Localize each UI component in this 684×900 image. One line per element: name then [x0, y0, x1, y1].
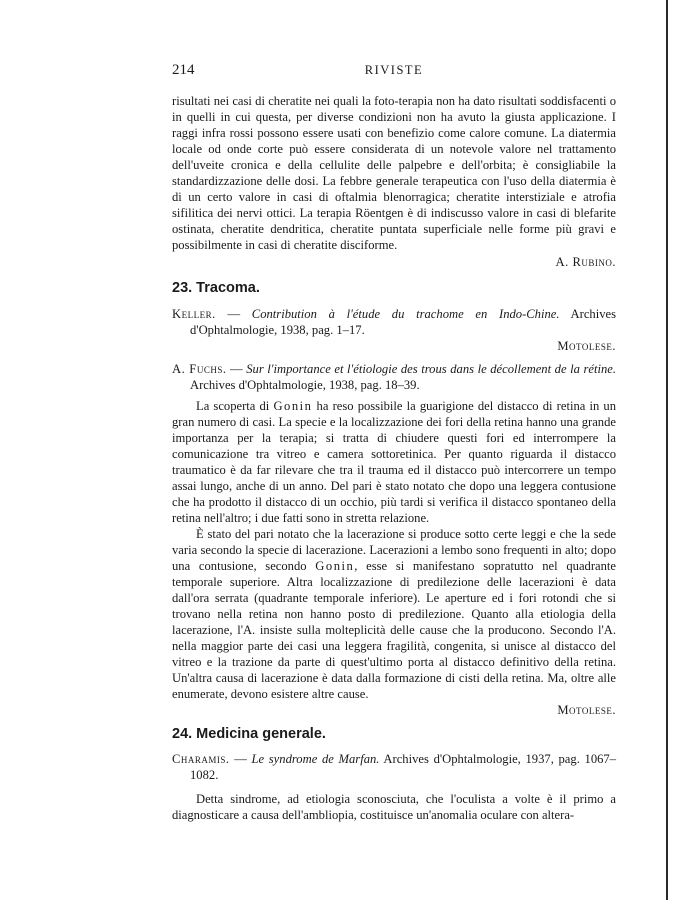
paragraph-lacerazione — [172, 526, 616, 702]
signature-motolese-1: Motolese. — [557, 339, 616, 353]
ref-author: Keller. — [172, 307, 216, 321]
running-title: RIVISTE — [364, 63, 424, 77]
ref-author: A. Fuchs. — [172, 362, 227, 376]
name-gonin: Gonin — [315, 559, 355, 573]
text-run: La scoperta di — [196, 399, 274, 413]
ref-source: Archives d'Ophtalmologie, 1938, pag. 18–39. — [190, 378, 420, 392]
name-gonin: Gonin — [273, 399, 313, 413]
text-column — [172, 93, 616, 823]
ref-source: Archives d'Ophtalmologie, 1938, pag. 1–17. — [190, 307, 617, 337]
ref-separator: — — [226, 362, 247, 376]
paragraph-gonin-discovery — [172, 398, 616, 526]
text-run: È stato del pari notato che la lacerazione si produce sotto certe leggi e che la sede varia secondo la specie di lacerazione. Lacerazioni a lembo sono frequenti in alto; dopo una contusione, secondo — [172, 527, 616, 573]
signature-motolese-2: Motolese. — [557, 703, 616, 717]
reference-keller — [172, 306, 616, 338]
reference-charamis — [172, 751, 616, 783]
text-run: , esse si manifestano sopratutto nel quadrante temporale superiore. Altra localizzazione di predilezione delle lacerazioni è data dall'ora serrata (quadrante temporale inferiore). Le aperture ed i fori rotondi che si trovano nella retina non hanno posto di predilezione. Quanto alla etiologia della lacerazione, l'A. insiste sulla molteplicità delle cause che la producono. Secondo l'A. nella maggior parte dei casi una leggera fragilità, congenita, si unisce al distacco del vitreo e la trazione da parte di quest'ultimo porta al distacco definitivo della retina. Un'altra causa di lacerazione è data dalla formazione di cisti della retina. Ma, oltre alle enumerate, devono esistere altre cause. — [172, 559, 617, 701]
ref-source: Archives d'Ophtalmologie, 1937, pag. 1067–1082. — [190, 752, 617, 782]
signature-rubino: A. Rubino. — [555, 255, 616, 269]
section-heading-tracoma: 23. Tracoma. — [172, 280, 260, 296]
reference-fuchs — [172, 361, 616, 393]
page-header — [172, 62, 616, 84]
ref-title: Contribution à l'étude du trachome en Indo-Chine. — [251, 307, 560, 321]
ref-author: Charamis. — [172, 752, 230, 766]
ref-separator: — — [215, 307, 252, 321]
ref-title: Sur l'importance et l'étiologie des trous dans le décollement de la rétine. — [246, 362, 617, 376]
intro-paragraph: risultati nei casi di cheratite nei quali la foto-terapia non ha dato risultati soddisfacenti o in quelli in cui questa, per diverse condizioni non ha avuto la giusta applicazione. I raggi infra rossi possono essere usati con benefizio come calore comune. La diatermia locale od onde corte può essere considerata di un notevole valore nel trattamento dell'uveite cronica e della cellulite delle palpebre e dell'orbita; è consigliabile la standardizzazione delle dosi. La febbre generale terapeutica con l'uso della diatermia è di un certo valore in casi di oftalmia blenorragica; cheratite interstiziale e atrofia sifilitica dei nervi ottici. La terapia Röentgen è di indiscusso valore in casi di blefarite ostinata, cheratite dendritica, cheratite puntata superficiale nelle forme più gravi e possibilmente in casi di cheratite disciforme. — [172, 94, 616, 252]
section-heading-medicina-generale: 24. Medicina generale. — [172, 726, 326, 742]
ref-separator: — — [229, 752, 252, 766]
ref-title: Le syndrome de Marfan. — [251, 752, 380, 766]
page-number: 214 — [172, 62, 195, 78]
paragraph-marfan: Detta sindrome, ad etiologia sconosciuta, che l'oculista a volte è il primo a diagnosticare a causa dell'ambliopia, costituisce un'anomalia oculare con altera- — [172, 792, 616, 822]
scan-edge-line — [666, 0, 668, 900]
text-run: ha reso possibile la guarigione del distacco di retina in un gran numero di casi. La specie e la localizzazione dei fori della retina hanno una grande importanza per la terapia; si tratta di chiudere questi fori ed interrompere la comunicazione tra vitreo e camera sottoretinica. Per quanto riguarda il distacco traumatico è da far rilevare che tra il trauma ed il distacco può intercorrere un tempo assai lungo, anche di un anno. Del pari è stato notato che dopo una leggera contusione che ha prodotto il distacco di un occhio, più tardi si verifica il distacco spontaneo della retina nell'altro; i due fatti sono in stretta relazione. — [172, 399, 616, 525]
